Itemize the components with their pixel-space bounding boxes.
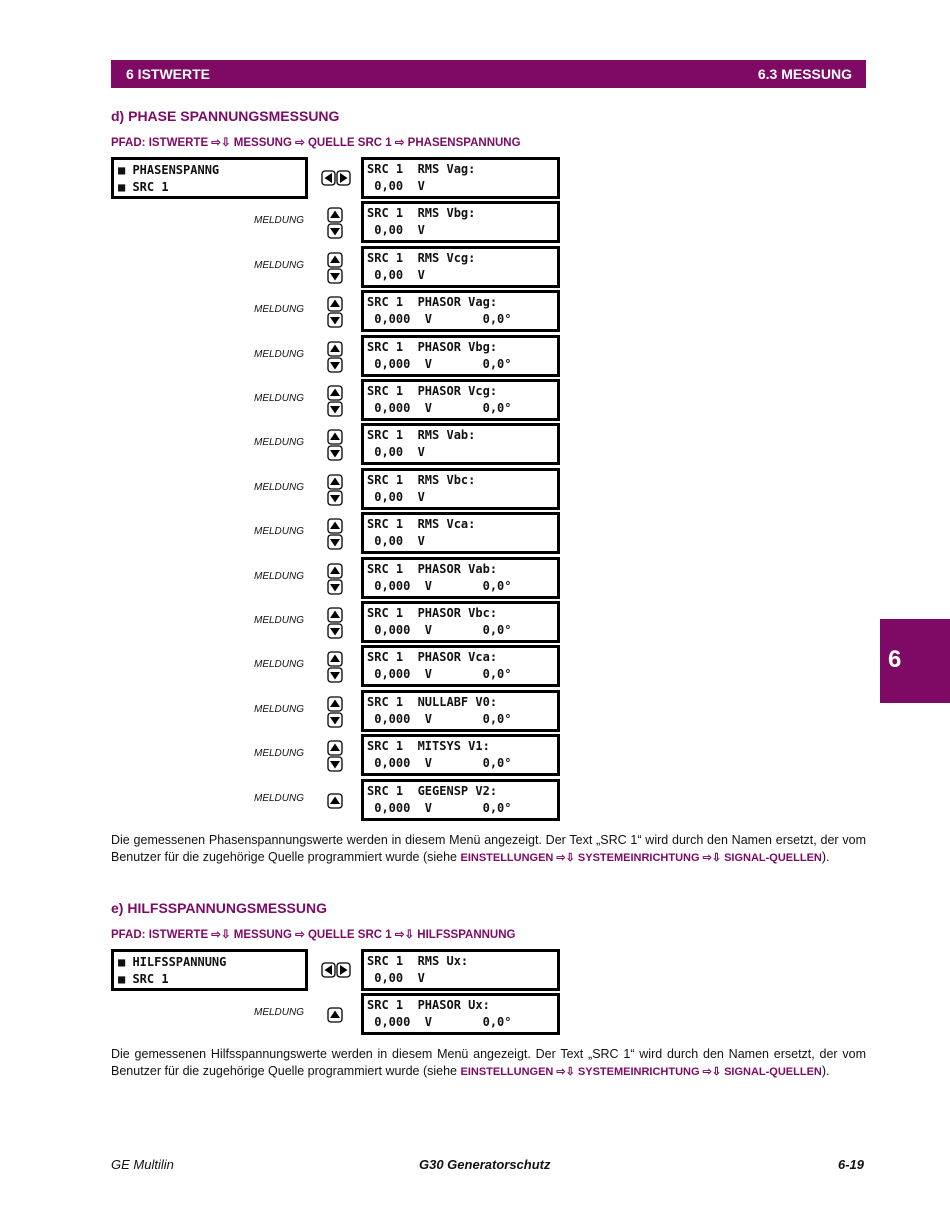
menu-line: ■ SRC 1 <box>118 972 169 986</box>
chapter-tab <box>880 619 950 703</box>
section-e-path: PFAD: ISTWERTE ⇨⇩ MESSUNG ⇨ QUELLE SRC 1 ⇨⇩ HILFSSPANNUNG <box>111 929 516 941</box>
menu-line: ■ SRC 1 <box>118 180 169 194</box>
menu-line: ■ HILFSSPANNUNG <box>118 955 227 969</box>
value-display-label: SRC 1 GEGENSP V2: <box>367 784 498 798</box>
message-label: MELDUNG <box>254 571 305 582</box>
menu-display-phasenspannung <box>111 157 308 199</box>
value-display <box>361 949 560 991</box>
value-display <box>361 335 560 377</box>
scroll-up-arrow-icon[interactable] <box>327 1007 343 1023</box>
value-display <box>361 468 560 510</box>
message-label: MELDUNG <box>254 260 305 271</box>
value-display-value: 0,00 V <box>367 490 425 504</box>
value-display-label: SRC 1 RMS Vca: <box>367 517 476 531</box>
value-display-value: 0,000 V 0,0° <box>367 401 512 415</box>
message-label: MELDUNG <box>254 704 305 715</box>
chapter-title: 6 ISTWERTE <box>126 66 211 82</box>
value-display <box>361 557 560 599</box>
message-label: MELDUNG <box>254 437 305 448</box>
value-display <box>361 993 560 1035</box>
message-label: MELDUNG <box>254 748 305 759</box>
settings-path-reference: EINSTELLUNGEN ⇨⇩ SYSTEMEINRICHTUNG ⇨⇩ SIGNAL-QUELLEN <box>460 1066 822 1078</box>
value-display-value: 0,000 V 0,0° <box>367 712 512 726</box>
scroll-up-down-arrows-icon[interactable] <box>327 385 343 417</box>
value-display-value: 0,00 V <box>367 445 425 459</box>
left-right-arrows-icon[interactable] <box>321 962 351 978</box>
message-label: MELDUNG <box>254 526 305 537</box>
message-label: MELDUNG <box>254 349 305 360</box>
value-display-label: SRC 1 PHASOR Vcg: <box>367 384 498 398</box>
value-display <box>361 201 560 243</box>
scroll-up-down-arrows-icon[interactable] <box>327 518 343 550</box>
value-display-label: SRC 1 PHASOR Vbc: <box>367 606 498 620</box>
value-display <box>361 734 560 776</box>
scroll-up-down-arrows-icon[interactable] <box>327 207 343 239</box>
value-display-value: 0,000 V 0,0° <box>367 667 512 681</box>
footer-company: GE Multilin <box>111 1157 174 1172</box>
scroll-up-down-arrows-icon[interactable] <box>327 474 343 506</box>
value-display <box>361 379 560 421</box>
value-display-value: 0,000 V 0,0° <box>367 801 512 815</box>
footer-page-number: 6-19 <box>838 1157 865 1172</box>
message-label: MELDUNG <box>254 615 305 626</box>
page-header <box>111 60 866 88</box>
value-display-value: 0,000 V 0,0° <box>367 1015 512 1029</box>
value-display <box>361 512 560 554</box>
menu-display-hilfsspannung <box>111 949 308 991</box>
message-label: MELDUNG <box>254 482 305 493</box>
value-display <box>361 423 560 465</box>
value-display-value: 0,000 V 0,0° <box>367 623 512 637</box>
menu-line: ■ PHASENSPANNG <box>118 163 220 177</box>
value-display-value: 0,00 V <box>367 179 425 193</box>
value-display-value: 0,00 V <box>367 268 425 282</box>
left-right-arrows-icon[interactable] <box>321 170 351 186</box>
message-label: MELDUNG <box>254 393 305 404</box>
value-display-label: SRC 1 RMS Vab: <box>367 428 476 442</box>
value-display-label: SRC 1 PHASOR Vag: <box>367 295 498 309</box>
value-display-value: 0,000 V 0,0° <box>367 579 512 593</box>
scroll-up-arrow-icon[interactable] <box>327 793 343 809</box>
value-display-label: SRC 1 PHASOR Vca: <box>367 650 498 664</box>
scroll-up-down-arrows-icon[interactable] <box>327 341 343 373</box>
value-display-value: 0,000 V 0,0° <box>367 312 512 326</box>
value-display-label: SRC 1 MITSYS V1: <box>367 739 490 753</box>
scroll-up-down-arrows-icon[interactable] <box>327 429 343 461</box>
section-d-description <box>111 832 866 867</box>
message-label: MELDUNG <box>254 659 305 670</box>
value-display-label: SRC 1 RMS Vcg: <box>367 251 476 265</box>
value-display-value: 0,00 V <box>367 971 425 985</box>
value-display-value: 0,00 V <box>367 223 425 237</box>
value-display-label: SRC 1 RMS Vag: <box>367 162 476 176</box>
scroll-up-down-arrows-icon[interactable] <box>327 740 343 772</box>
chapter-tab-number: 6 <box>888 646 902 673</box>
value-display-label: SRC 1 PHASOR Vbg: <box>367 340 498 354</box>
scroll-up-down-arrows-icon[interactable] <box>327 607 343 639</box>
description-end: ). <box>821 1064 830 1078</box>
section-d-path: PFAD: ISTWERTE ⇨⇩ MESSUNG ⇨ QUELLE SRC 1 ⇨ PHASENSPANNUNG <box>111 137 521 149</box>
section-e-title: e) HILFSSPANNUNGSMESSUNG <box>111 900 327 916</box>
value-display <box>361 290 560 332</box>
value-display-label: SRC 1 NULLABF V0: <box>367 695 498 709</box>
value-display <box>361 645 560 687</box>
footer-product: G30 Generatorschutz <box>419 1157 551 1172</box>
value-display-label: SRC 1 PHASOR Ux: <box>367 998 490 1012</box>
message-label: MELDUNG <box>254 304 305 315</box>
value-display <box>361 690 560 732</box>
value-display-value: 0,00 V <box>367 534 425 548</box>
scroll-up-down-arrows-icon[interactable] <box>327 651 343 683</box>
message-label: MELDUNG <box>254 1007 305 1018</box>
section-d-title: d) PHASE SPANNUNGSMESSUNG <box>111 108 340 124</box>
value-display <box>361 157 560 199</box>
message-label: MELDUNG <box>254 215 305 226</box>
scroll-up-down-arrows-icon[interactable] <box>327 252 343 284</box>
description-end: ). <box>821 850 830 864</box>
value-display-value: 0,000 V 0,0° <box>367 357 512 371</box>
message-label: MELDUNG <box>254 793 305 804</box>
section-e-description <box>111 1046 866 1081</box>
description-text: Die gemessenen Phasenspannungswerte werden in diesem Menü angezeigt. Der Text „SRC 1“ wird durch den Namen ersetzt, der vom Benutzer für die zugehörige Quelle programmiert wurde (siehe <box>111 833 866 864</box>
value-display-label: SRC 1 RMS Vbg: <box>367 206 476 220</box>
value-display-label: SRC 1 RMS Vbc: <box>367 473 476 487</box>
scroll-up-down-arrows-icon[interactable] <box>327 563 343 595</box>
settings-path-reference: EINSTELLUNGEN ⇨⇩ SYSTEMEINRICHTUNG ⇨⇩ SIGNAL-QUELLEN <box>460 852 822 864</box>
value-display-value: 0,000 V 0,0° <box>367 756 512 770</box>
scroll-up-down-arrows-icon[interactable] <box>327 296 343 328</box>
value-display-label: SRC 1 PHASOR Vab: <box>367 562 498 576</box>
value-display <box>361 246 560 288</box>
value-display-label: SRC 1 RMS Ux: <box>367 954 469 968</box>
section-title: 6.3 MESSUNG <box>757 66 852 82</box>
value-display <box>361 601 560 643</box>
description-text: Die gemessenen Hilfsspannungswerte werden in diesem Menü angezeigt. Der Text „SRC 1“ wird durch den Namen ersetzt, der vom Benutzer für die zugehörige Quelle programmiert wurde (siehe <box>111 1047 866 1078</box>
scroll-up-down-arrows-icon[interactable] <box>327 696 343 728</box>
value-display <box>361 779 560 821</box>
